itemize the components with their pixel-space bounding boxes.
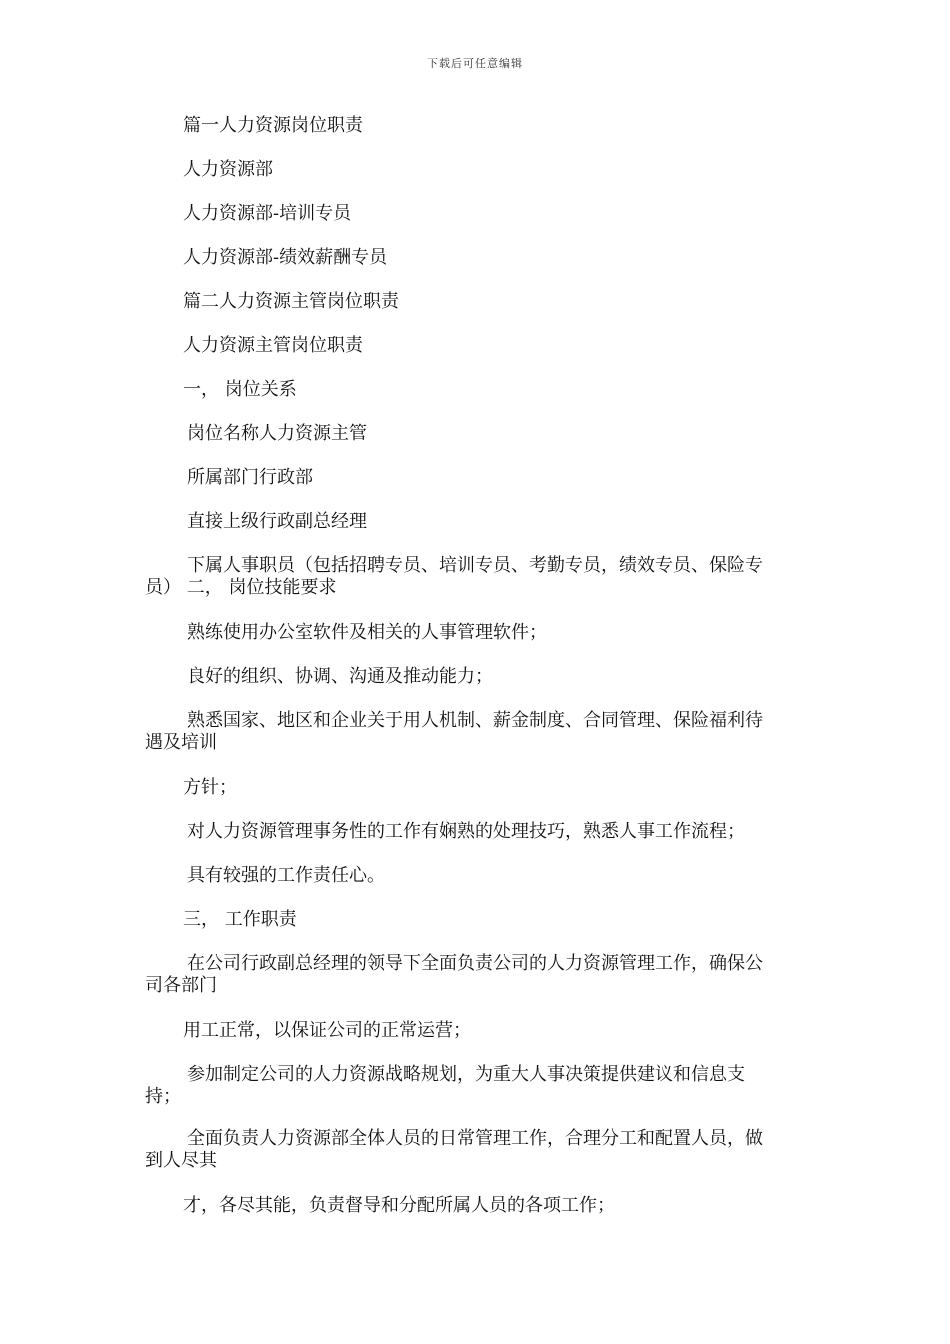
position-name: 岗位名称人力资源主管 — [187, 423, 367, 444]
policy-tail: 方针； — [183, 777, 237, 798]
job-title-heading: 人力资源主管岗位职责 — [183, 335, 363, 356]
duty-1-tail: 用工正常，以保证公司的正常运营； — [183, 1020, 471, 1041]
duty-1-line-2: 司各部门 — [145, 975, 217, 996]
duty-3-line-2: 到人尽其 — [145, 1150, 217, 1171]
duty-2-paragraph — [145, 1064, 805, 1108]
heading-part-one: 篇一人力资源岗位职责 — [183, 115, 363, 136]
duty-1-line-1: 在公司行政副总经理的领导下全面负责公司的人力资源管理工作，确保公 — [187, 953, 763, 974]
subordinates-line-1: 下属人事职员（包括招聘专员、培训专员、考勤专员，绩效专员、保险专 — [187, 555, 763, 576]
page-header: 下载后可任意编辑 — [427, 57, 523, 70]
department-compensation-specialist: 人力资源部-绩效薪酬专员 — [183, 247, 388, 268]
heading-part-two: 篇二人力资源主管岗位职责 — [183, 291, 399, 312]
duty-1-paragraph — [145, 953, 805, 997]
section-three-title: 三， 工作职责 — [183, 909, 297, 930]
policy-line-1: 熟悉国家、地区和企业关于用人机制、薪金制度、合同管理、保险福利待 — [187, 710, 763, 731]
skill-responsibility: 具有较强的工作责任心。 — [187, 865, 385, 886]
duty-3-paragraph — [145, 1128, 805, 1172]
skill-communication: 良好的组织、协调、沟通及推动能力； — [187, 666, 493, 687]
skill-hr-affairs: 对人力资源管理事务性的工作有娴熟的处理技巧，熟悉人事工作流程； — [187, 821, 745, 842]
skill-office-software: 熟练使用办公室软件及相关的人事管理软件； — [187, 622, 547, 643]
department-name: 所属部门行政部 — [187, 467, 313, 488]
policy-line-2: 遇及培训 — [145, 732, 217, 753]
department-title: 人力资源部 — [183, 159, 273, 180]
section-one-title: 一， 岗位关系 — [183, 379, 297, 400]
duty-3-line-1: 全面负责人力资源部全体人员的日常管理工作，合理分工和配置人员，做 — [187, 1128, 763, 1149]
duty-2-line-2: 持； — [145, 1086, 181, 1107]
subordinates-line-2: 员） 二， 岗位技能要求 — [145, 577, 337, 598]
policy-paragraph — [145, 710, 805, 754]
direct-superior: 直接上级行政副总经理 — [187, 511, 367, 532]
department-training-specialist: 人力资源部-培训专员 — [183, 203, 352, 224]
duty-2-line-1: 参加制定公司的人力资源战略规划，为重大人事决策提供建议和信息支 — [187, 1064, 745, 1085]
subordinates-paragraph — [145, 555, 805, 599]
duty-3-tail: 才，各尽其能，负责督导和分配所属人员的各项工作； — [183, 1195, 615, 1216]
